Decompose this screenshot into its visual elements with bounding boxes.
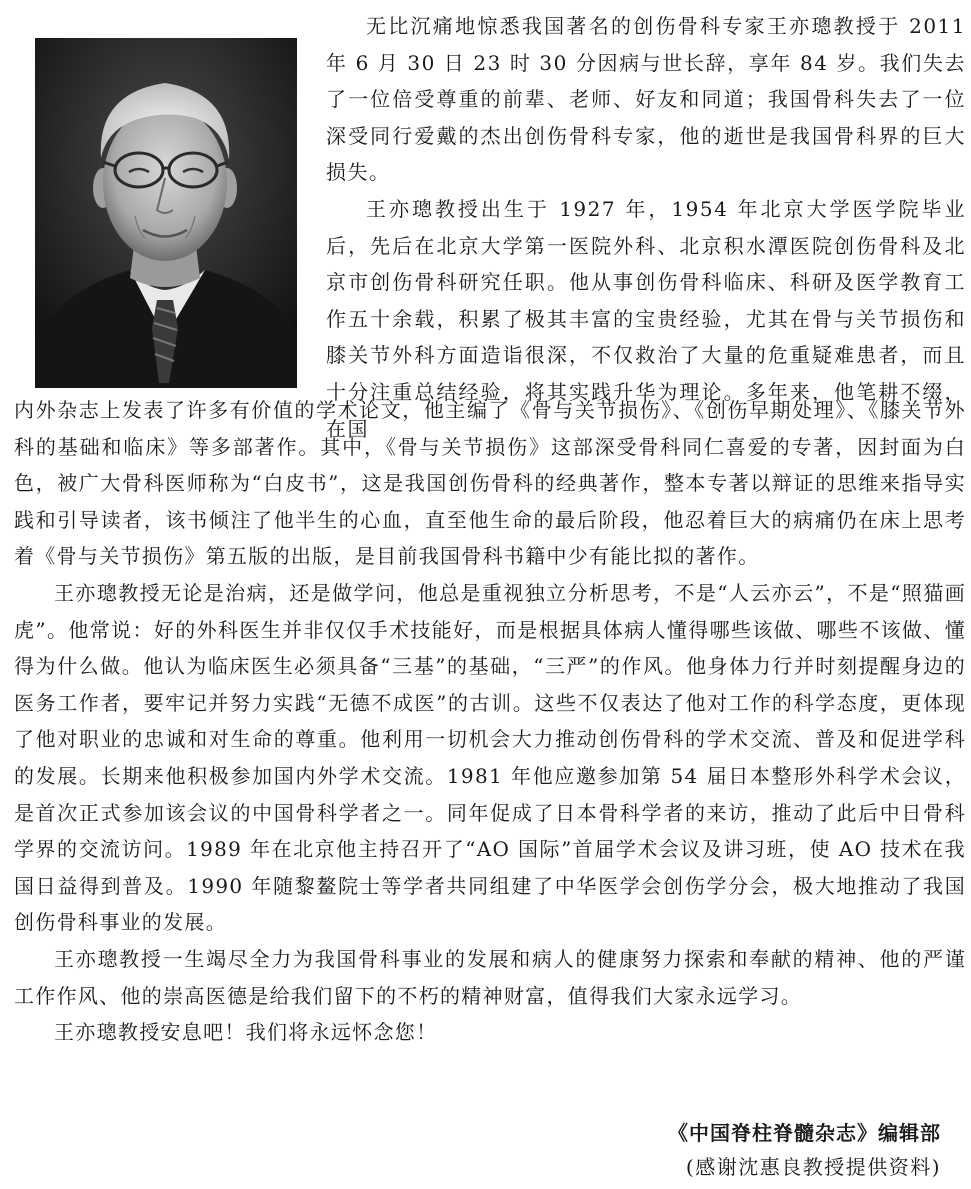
body-paragraph-5: 王亦璁教授安息吧！我们将永远怀念您！ <box>54 1020 438 1045</box>
acknowledgement: (感谢沈惠良教授提供资料) <box>685 1155 941 1179</box>
portrait-photo <box>35 38 297 388</box>
body-column <box>14 392 966 1051</box>
signature-block <box>668 1116 941 1184</box>
body-paragraph-4: 王亦璁教授一生竭尽全力为我国骨科事业的发展和病人的健康努力探索和奉献的精神、他的严谨工作作风、他的崇高医德是给我们留下的不朽的精神财富，值得我们大家永远学习。 <box>14 946 966 1008</box>
body-paragraph-3: 王亦璁教授无论是治病，还是做学问，他总是重视独立分析思考，不是“人云亦云”，不是“照猫画虎”。他常说：好的外科医生并非仅仅手术技能好，而是根据具体病人懂得哪些该做、哪些不该做、懂得为什么做。他认为临床医生必须具备“三基”的基础，“三严”的作风。他身体力行并时刻提醒身边的医务工作者，要牢记并努力实践“无德不成医”的古训。这些不仅表达了他对工作的科学态度，更体现了他对职业的忠诚和对生命的尊重。他利用一切机会大力推动创伤骨科的学术交流、普及和促进学科的发展。长期来他积极参加国内外学术交流。1981 年他应邀参加第 54 届日本整形外科学术会议，是首次正式参加该会议的中国骨科学者之一。同年促成了日本骨科学者的来访，推动了此后中日骨科学界的交流访问。1989 年在北京他主持召开了“AO 国际”首届学术会议及讲习班，使 AO 技术在我国日益得到普及。1990 年随黎鳌院士等学者共同组建了中华医学会创伤学分会，极大地推动了我国创伤骨科事业的发展。 <box>14 580 966 935</box>
intro-paragraph-1: 无比沉痛地惊悉我国著名的创伤骨科专家王亦璁教授于 2011 年 6 月 30 日 23 时 30 分因病与世长辞，享年 84 岁。我们失去了一位倍受尊重的前辈、老师、好友和同道；我国骨科失去了一位深受同行爱戴的杰出创伤骨科专家，他的逝世是我国骨科界的巨大损失。 <box>326 14 966 185</box>
intro-column <box>326 8 966 447</box>
editorial-department: 《中国脊柱脊髓杂志》编辑部 <box>668 1121 941 1145</box>
body-paragraph-2-continued: 内外杂志上发表了许多有价值的学术论文，他主编了《骨与关节损伤》、《创伤早期处理》、《膝关节外科的基础和临床》等多部著作。其中，《骨与关节损伤》这部深受骨科同仁喜爱的专著，因封面为白色，被广大骨科医师称为“白皮书”，这是我国创伤骨科的经典著作，整本专著以辩证的思维来指导实践和引导读者，该书倾注了他半生的心血，直至他生命的最后阶段，他忍着巨大的病痛仍在床上思考着《骨与关节损伤》第五版的出版，是目前我国骨科书籍中少有能比拟的著作。 <box>14 398 966 569</box>
portrait-icon <box>35 38 297 388</box>
intro-paragraph-2: 王亦璁教授出生于 1927 年，1954 年北京大学医学院毕业后，先后在北京大学第一医院外科、北京积水潭医院创伤骨科及北京市创伤骨科研究任职。他从事创伤骨科临床、科研及医学教育工作五十余载，积累了极其丰富的宝贵经验，尤其在骨与关节损伤和膝关节外科方面造诣很深，不仅救治了大量的危重疑难患者，而且十分注重总结经验，将其实践升华为理论。多年来，他笔耕不缀，在国 <box>326 196 966 441</box>
